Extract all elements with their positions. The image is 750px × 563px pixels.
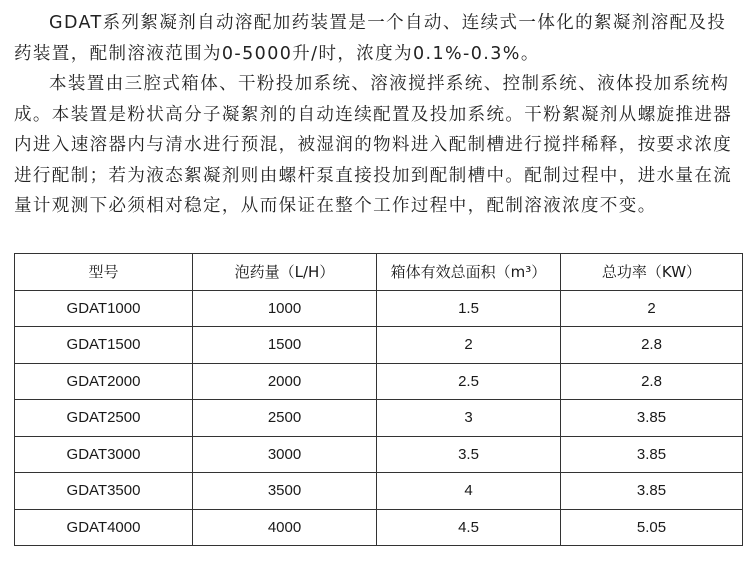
cell-dosing-volume: 4000: [193, 509, 377, 546]
cell-total-power: 3.85: [561, 473, 743, 510]
cell-dosing-volume: 2000: [193, 363, 377, 400]
cell-dosing-volume: 2500: [193, 400, 377, 437]
cell-model: GDAT3000: [15, 436, 193, 473]
header-dosing-volume: 泡药量（L/H）: [193, 254, 377, 291]
cell-total-power: 2.8: [561, 363, 743, 400]
table-row: [15, 509, 743, 546]
cell-tank-area: 4: [377, 473, 561, 510]
header-total-power: 总功率（KW）: [561, 254, 743, 291]
intro-paragraph: [14, 8, 742, 69]
table-row: [15, 327, 743, 364]
cell-model: GDAT1500: [15, 327, 193, 364]
header-tank-area: 箱体有效总面积（m³）: [377, 254, 561, 291]
cell-tank-area: 3: [377, 400, 561, 437]
description-paragraph-text: 本装置由三腔式箱体、干粉投加系统、溶液搅拌系统、控制系统、液体投加系统构成。本装置是粉状高分子凝絮剂的自动连续配置及投加系统。干粉絮凝剂从螺旋推进器内进入速溶器内与清水进行预混，被湿润的物料进入配制槽进行搅拌稀释，按要求浓度进行配制；若为液态絮凝剂则由螺杆泵直接投加到配制槽中。配制过程中，进水量在流量计观测下必须相对稳定，从而保证在整个工作过程中，配制溶液浓度不变。: [14, 74, 733, 216]
intro-paragraph-text: GDAT系列絮凝剂自动溶配加药装置是一个自动、连续式一体化的絮凝剂溶配及投药装置，配制溶液范围为0-5000升/时，浓度为0.1%-0.3%。: [14, 13, 727, 64]
cell-tank-area: 2: [377, 327, 561, 364]
cell-dosing-volume: 3500: [193, 473, 377, 510]
cell-total-power: 2.8: [561, 327, 743, 364]
cell-tank-area: 1.5: [377, 290, 561, 327]
cell-model: GDAT3500: [15, 473, 193, 510]
cell-tank-area: 3.5: [377, 436, 561, 473]
cell-total-power: 3.85: [561, 436, 743, 473]
cell-dosing-volume: 1500: [193, 327, 377, 364]
cell-model: GDAT4000: [15, 509, 193, 546]
cell-model: GDAT2000: [15, 363, 193, 400]
table-row: [15, 436, 743, 473]
cell-total-power: 3.85: [561, 400, 743, 437]
header-model: 型号: [15, 254, 193, 291]
cell-total-power: 2: [561, 290, 743, 327]
table-row: [15, 290, 743, 327]
cell-tank-area: 4.5: [377, 509, 561, 546]
table-row: [15, 400, 743, 437]
cell-dosing-volume: 3000: [193, 436, 377, 473]
cell-model: GDAT1000: [15, 290, 193, 327]
cell-dosing-volume: 1000: [193, 290, 377, 327]
table-row: [15, 363, 743, 400]
cell-total-power: 5.05: [561, 509, 743, 546]
spec-table: [14, 253, 743, 546]
cell-tank-area: 2.5: [377, 363, 561, 400]
table-header-row: [15, 254, 743, 291]
table-row: [15, 473, 743, 510]
description-paragraph: [14, 69, 742, 222]
cell-model: GDAT2500: [15, 400, 193, 437]
